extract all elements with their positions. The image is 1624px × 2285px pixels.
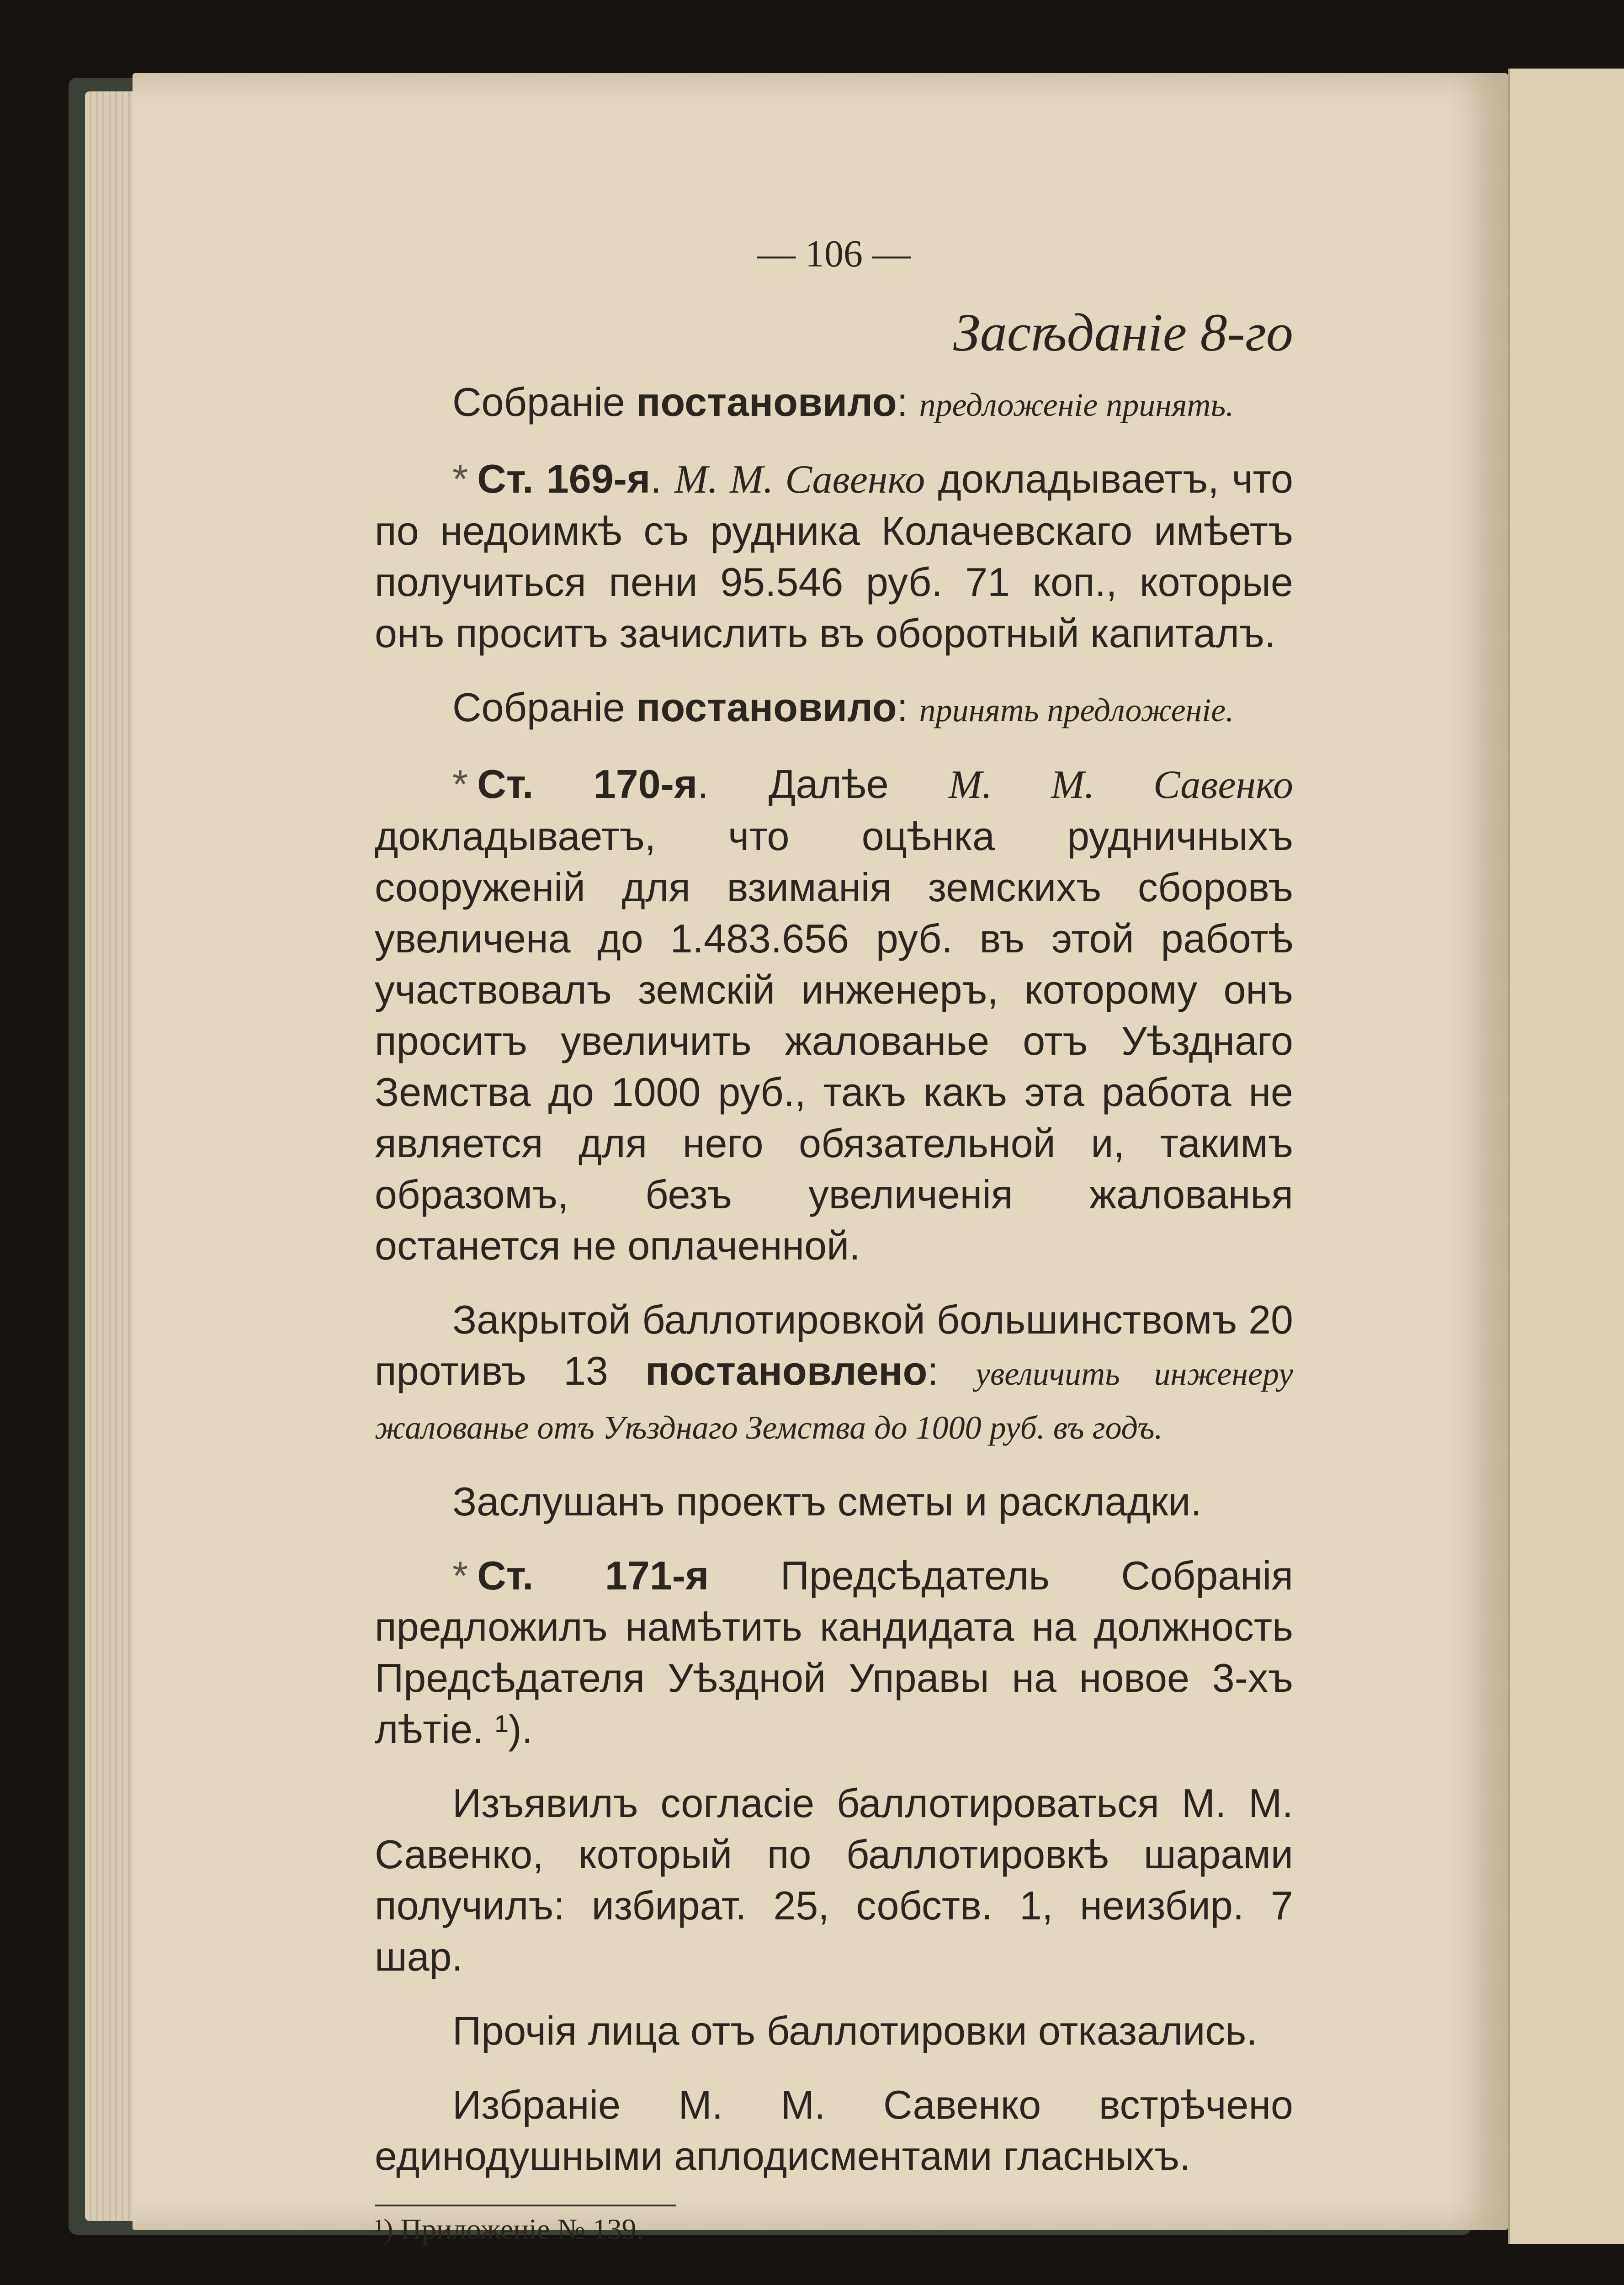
text-run: : bbox=[927, 1348, 976, 1393]
text-run: Собраніе bbox=[452, 685, 637, 730]
article-number: Ст. 171-я bbox=[477, 1553, 709, 1598]
page-number: — 106 — bbox=[757, 233, 911, 275]
paragraph-vote bbox=[375, 1294, 1293, 1453]
paragraph-budget: Заслушанъ проектъ сметы и раскладки. bbox=[452, 1479, 1202, 1524]
asterisk-mark: * bbox=[452, 761, 468, 807]
person-name: М. М. Савенко bbox=[674, 457, 925, 502]
text-run: : bbox=[897, 379, 919, 425]
next-page-edge bbox=[1508, 69, 1624, 2244]
page-text bbox=[375, 228, 1293, 2248]
resolution-text: увеличить инженеру жалованье отъ Уѣзднаго Земства до 1000 руб. въ годъ. bbox=[375, 1355, 1294, 1446]
paragraph-article-171 bbox=[375, 1550, 1293, 1755]
asterisk-mark: * bbox=[452, 456, 468, 501]
person-name: М. М. Савенко bbox=[948, 763, 1293, 807]
asterisk-mark: * bbox=[452, 1553, 468, 1598]
emphasis-text: постановило bbox=[636, 379, 897, 425]
emphasis-text: постановило bbox=[636, 685, 897, 730]
article-number: Ст. 170-я bbox=[477, 761, 698, 807]
resolution-text: принять предложеніе. bbox=[919, 692, 1234, 728]
text-run: : bbox=[897, 685, 919, 730]
article-number: Ст. 169-я bbox=[477, 456, 651, 501]
paragraph-election: Избраніе М. М. Савенко встрѣчено единодушными аплодисментами гласныхъ. bbox=[375, 2082, 1293, 2179]
text-run: Закрытой баллотировкой большинствомъ 20 противъ 13 bbox=[375, 1297, 1293, 1393]
footnote: ¹) Приложеніе № 139. bbox=[375, 2213, 644, 2245]
text-run: . bbox=[650, 456, 675, 501]
text-run: докладываетъ, что оцѣнка рудничныхъ сооруженій для взиманія земскихъ сборовъ увеличена до 1.483.656 руб. въ этой работѣ участвовалъ земскій инженеръ, которому онъ проситъ увеличить жалованье отъ Уѣзднаго Земства до 1000 руб., такъ какъ эта работа не является для него обязательной и, такимъ образомъ, безъ увеличенія жалованья останется не оплаченной. bbox=[375, 813, 1293, 1268]
paragraph-others: Прочія лица отъ баллотировки отказались. bbox=[452, 2008, 1258, 2053]
emphasis-text: постановлено bbox=[645, 1348, 928, 1393]
text-run: Собраніе bbox=[452, 379, 637, 425]
paragraph-ballot: Изъявилъ согласіе баллотироваться М. М. Савенко, который по баллотировкѣ шарами получилъ: избират. 25, собств. 1, неизбир. 7 шар. bbox=[375, 1780, 1293, 1979]
text-run: . Далѣе bbox=[697, 761, 949, 807]
paragraph-article-170 bbox=[375, 759, 1293, 1271]
text-run: Предсѣдатель Собранія предложилъ намѣтить кандидата на должность Предсѣдателя Уѣздной Управы на новое 3-хъ лѣтіе. bbox=[375, 1553, 1293, 1752]
text-run: докладываетъ, что по недоимкѣ съ рудника Колачевскаго имѣетъ получиться пени 95.546 руб. 71 коп., которые онъ проситъ зачислить въ оборотный капиталъ. bbox=[375, 456, 1293, 656]
paragraph-resolution-1 bbox=[375, 377, 1293, 430]
footnote-ref: ¹). bbox=[494, 1706, 533, 1752]
footnote-divider bbox=[375, 2205, 676, 2206]
resolution-text: предложеніе принять. bbox=[919, 387, 1234, 423]
paragraph-resolution-2 bbox=[375, 682, 1293, 736]
section-title: Засѣданіе 8-го bbox=[953, 303, 1293, 362]
paragraph-article-169 bbox=[375, 453, 1293, 659]
